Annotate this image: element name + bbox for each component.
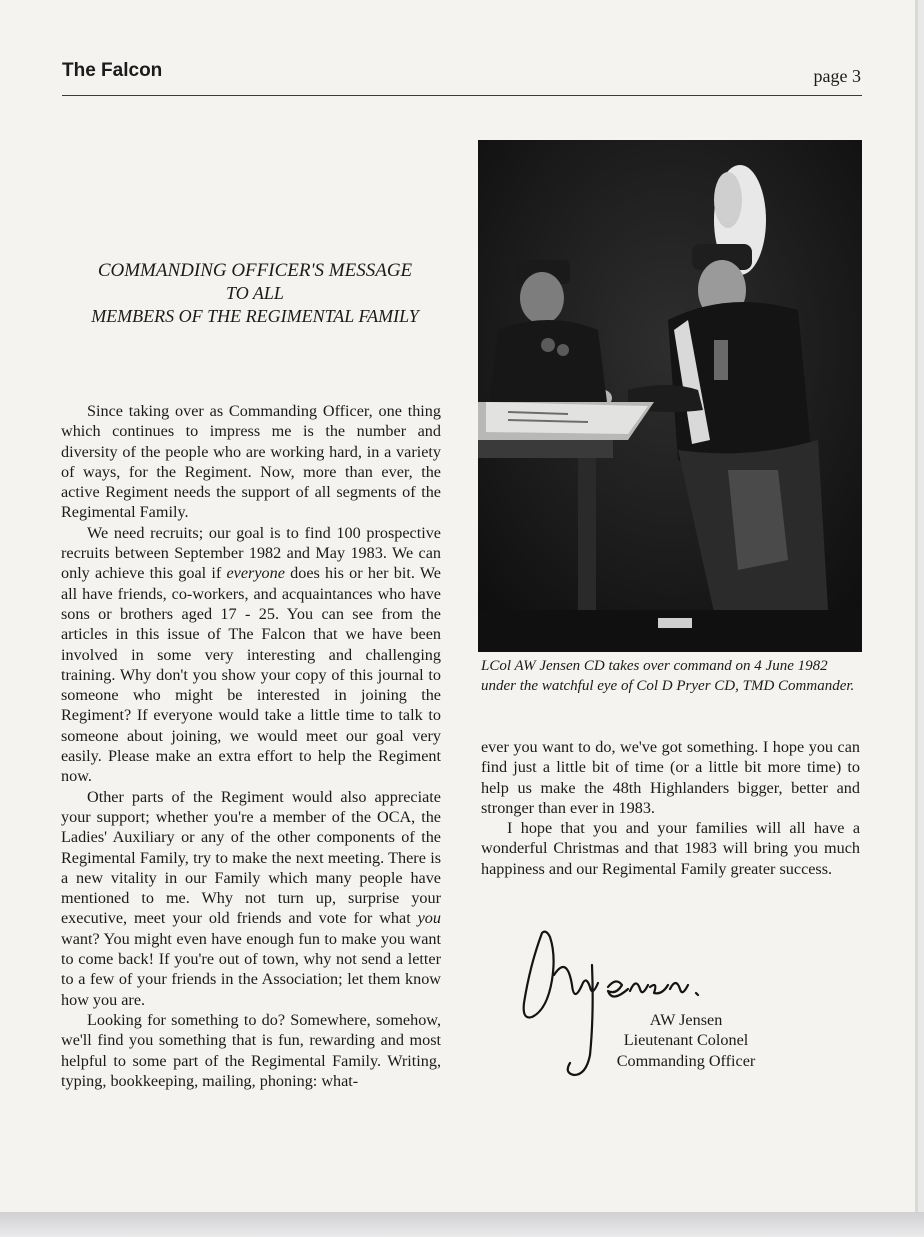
heading-line-2: TO ALL [226,283,284,303]
paragraph-2 [61,523,441,787]
paragraph-3-emphasis: you [417,909,441,928]
paragraph-2-text-b: does his or her bit. We all have friends, co-workers, and acquaintances who have sons or brothers aged 17 - 25. You can see from the articles in this issue of The Falcon that we have been involved in some very interesting and challenging training. Why don't you show your copy of this journal to someone who might be interested in joining the Regiment? If everyone would take a little time to talk to someone about joining, we would meet our goal very easily. Please make an extra effort to help the Regiment now. [61,564,441,786]
paragraph-3 [61,787,441,1010]
paragraph-4-continued: ever you want to do, we've got something. I hope you can find just a little bit of time (or a little bit more time) to help us make the 48th Highlanders bigger, better and stronger than ever in 1983. [481,738,860,817]
photo-caption [481,656,861,696]
paragraph-1: Since taking over as Commanding Officer, one thing which continues to impress me is the number and diversity of the people who are working hard, in a variety of ways, for the Regiment. Now, more than ever, the active Regiment needs the support of all segments of the Regimental Family. [61,402,441,522]
paragraph-5: I hope that you and your families will all have a wonderful Christmas and that 1983 will bring you much happiness and our Regimental Family greater success. [481,819,860,878]
signatory-name: AW Jensen [649,1011,723,1029]
caption-line-1: LCol AW Jensen CD takes over command on 4 June 1982 [481,658,828,674]
heading-line-3: MEMBERS OF THE REGIMENTAL FAMILY [91,306,419,326]
page-number: page 3 [813,66,861,86]
ceremony-photo [478,140,862,652]
caption-line-2: under the watchful eye of Col D Pryer CD, TMD Commander. [481,678,855,694]
header-divider [62,95,862,96]
publication-title: The Falcon [62,60,163,81]
heading-line-1: COMMANDING OFFICER'S MESSAGE [97,260,413,281]
paragraph-4: Looking for something to do? Somewhere, somehow, we'll find you something that is fun, rewarding and most helpful to some part of the Regimental Family. Writing, typing, bookkeeping, mailing, phoning: what- [61,1010,441,1090]
left-column-text [61,401,441,1091]
paragraph-2-text-a: We need recruits; our goal is to find 100 prospective recruits between September 1982 and May 1983. We can only achieve this goal if [61,523,441,583]
paragraph-3-text-a: Other parts of the Regiment would also appreciate your support; whether you're a member of the OCA, the Ladies' Auxiliary or any of the other components of the Regimental Family, try to make the next meeting. There is a new vitality in our Family which many people have mentioned to me. Why not turn up, surprise your executive, meet your old friends and vote for what [61,787,441,928]
paragraph-3-text-b: want? You might even have enough fun to make you want to come back! If you're out of town, why not send a letter to a few of your friends in the Association; let them know how you are. [61,929,441,1009]
signatory-title: Commanding Officer [616,1051,756,1070]
officers-signing-photo [478,140,862,652]
signatory-rank: Lieutenant Colonel [623,1031,749,1050]
paragraph-2-emphasis: everyone [226,564,285,583]
message-heading [60,259,450,328]
page-bottom-edge [0,1212,924,1237]
signature-block [606,1010,766,1071]
right-column-text [481,737,860,879]
